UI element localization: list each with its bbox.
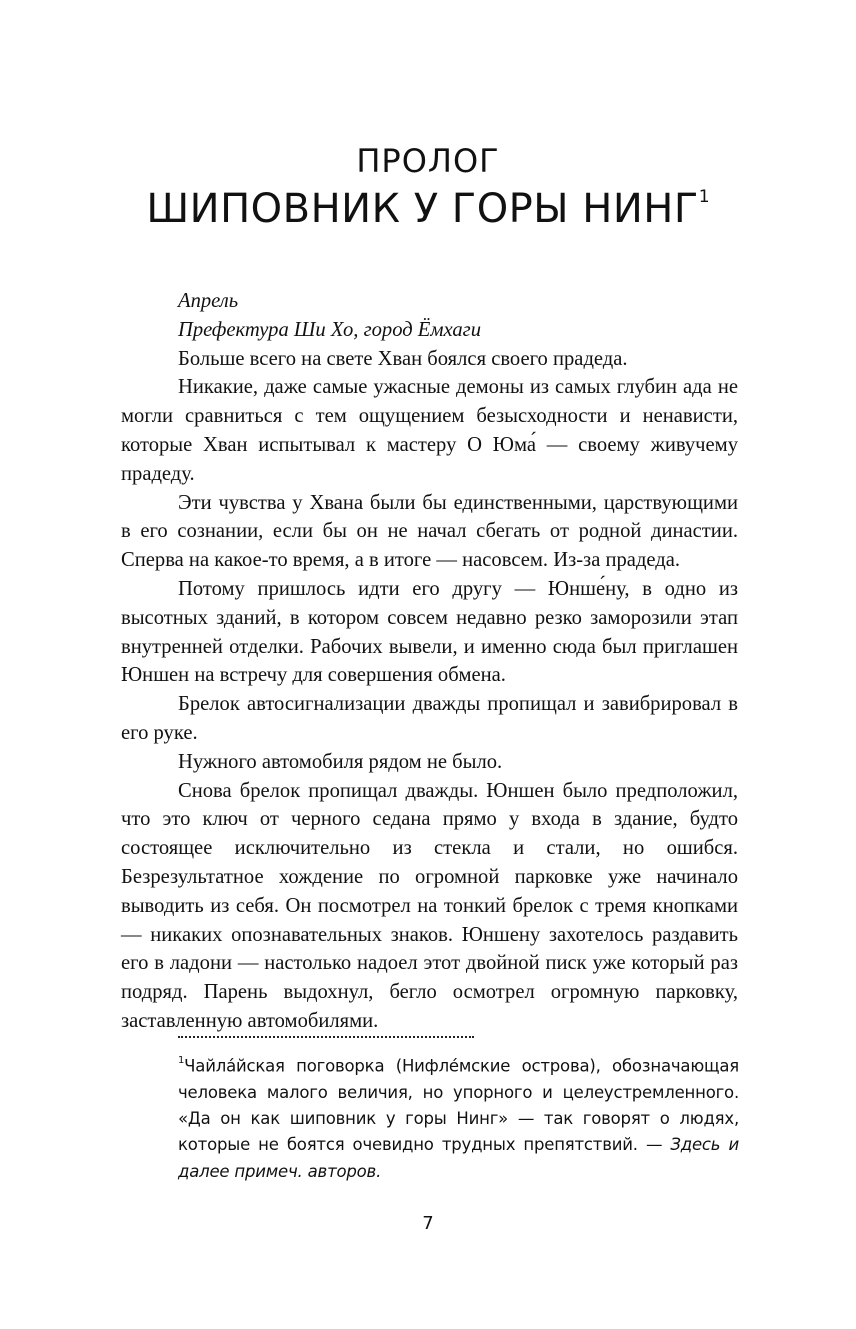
paragraph: Брелок автосигнализации дважды пропищал и завибрировал в его руке. (121, 693, 738, 744)
footnote-mark: 1 (178, 1055, 185, 1066)
paragraph: Больше всего на свете Хван боялся своего прадеда. (178, 347, 628, 370)
body-text (121, 287, 738, 1036)
dateline: Апрель (178, 290, 239, 312)
footnote-reference[interactable]: 1 (698, 186, 710, 207)
chapter-title-text: ШИПОВНИК У ГОРЫ НИНГ (146, 186, 699, 232)
footnote (178, 1050, 739, 1185)
paragraph: Потому пришлось идти его другу — Юнше́ну, в одно из высотных зданий, в котором совсем недавно резко заморозили этап внутренней отделки. Рабочих вывели, и именно сюда был приглашен Юншен на встречу для совершения обмена. (121, 577, 738, 687)
location-line: Префектура Ши Хо, город Ёмхаги (178, 318, 482, 341)
paragraph: Нужного автомобиля рядом не было. (178, 750, 503, 773)
paragraph: Никакие, даже самые ужасные демоны из самых глубин ада не могли сравниться с тем ощущением безысходности и ненависти, которые Хван испытывал к мастеру О Юма́ — своему живучему прадеду. (121, 376, 738, 485)
chapter-label: ПРОЛОГ (356, 142, 500, 180)
paragraph: Снова брелок пропищал дважды. Юншен было предположил, что это ключ от черного седана прямо у входа в здание, будто состоящее исключительно из стекла и стали, но ошибся. Безрезультатное хождение по огромной парковке уже начинало выводить из себя. Он посмотрел на тонкий брелок с тремя кнопками — никаких опознавательных знаков. Юншену захотелось раздавить его в ладони — настолько надоел этот двойной писк уже который раз подряд. Парень выдохнул, бегло осмотрел огромную парковку, заставленную автомобилями. (121, 779, 738, 1032)
page-number: 7 (422, 1213, 434, 1234)
footnote-text: Чайла́йская поговорка (Нифле́мские острова), обозначающая человека малого величия, но упорного и целеустремленного. «Да он как шиповник у горы Нинг» — так говорят о людях, которые не боятся очевидно трудных препятствий. — (178, 1056, 739, 1155)
footnote-attribution: Здесь и далее примеч. авторов. (178, 1135, 739, 1181)
footnote-divider (178, 1036, 474, 1038)
paragraph: Эти чувства у Хвана были бы единственными, царствующими в его сознании, если бы он не начал сбегать от родной династии. Сперва на какое-то время, а в итоге — насовсем. Из-за прадеда. (121, 491, 738, 572)
chapter-title (0, 186, 856, 232)
